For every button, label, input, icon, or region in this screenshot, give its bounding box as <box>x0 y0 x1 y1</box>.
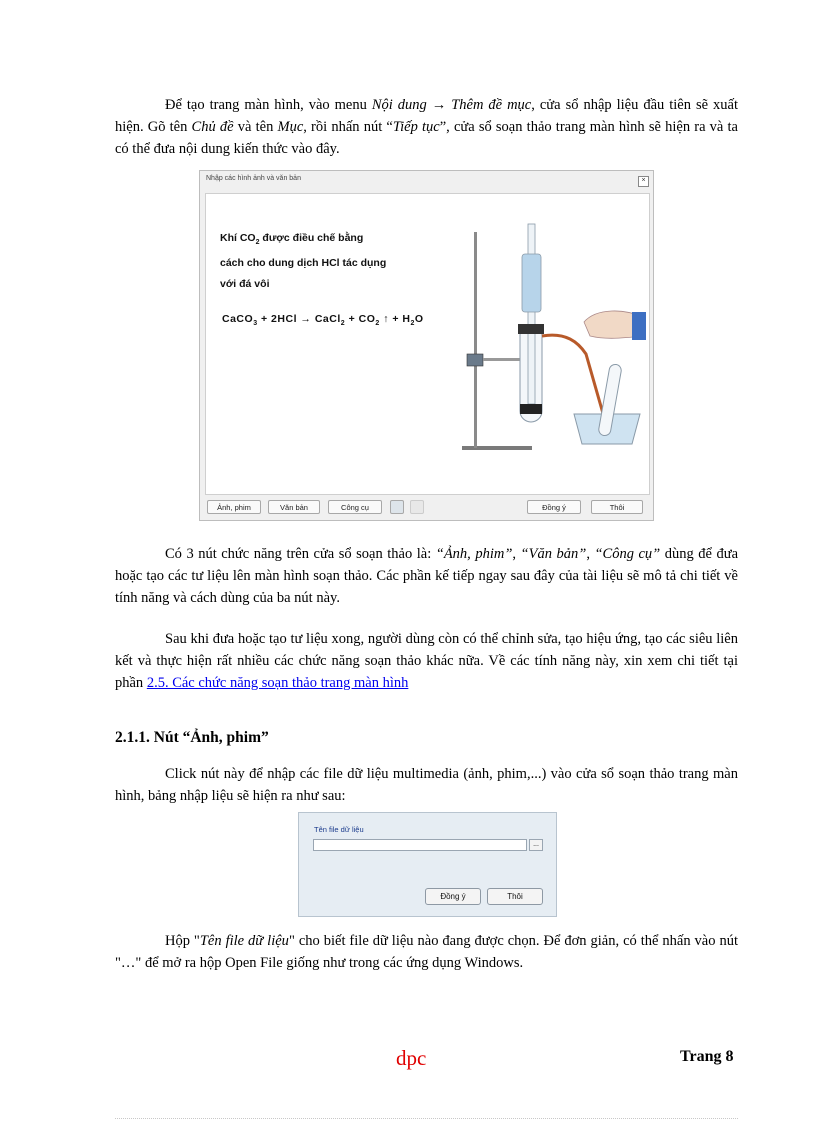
data-file-label: Tên file dữ liệu <box>314 825 364 834</box>
eq-sub-d: 2 <box>410 320 415 328</box>
p5-text: Hộp " <box>165 933 200 949</box>
p2-sep-1: , <box>512 546 521 562</box>
page-number: Trang 8 <box>680 1048 734 1065</box>
browse-button[interactable]: ... <box>529 839 543 851</box>
intro-text-5: ”, cửa sổ soạn thảo trang màn hình sẽ hiện ra và ta có thể đưa nội dung kiến thức vào đây. <box>115 119 738 157</box>
eq-sub-a: 3 <box>253 320 258 328</box>
intro-text-2: , cửa sổ nhập liệu đầu tiên sẽ xuất hiện. Gõ tên <box>115 97 739 135</box>
editing-paragraph <box>115 628 738 694</box>
chem-line-1b: được điều chế bằng <box>259 232 364 244</box>
sleeve-icon <box>632 312 646 340</box>
chem-line-1: Khí CO <box>220 232 256 244</box>
tools-button[interactable]: Công cụ <box>328 500 382 514</box>
close-icon[interactable]: × <box>638 176 649 187</box>
field-paragraph <box>115 930 738 974</box>
eq-part-e: O <box>414 313 424 325</box>
editor-window-figure <box>199 170 654 521</box>
term-text: “Văn bản” <box>520 546 587 562</box>
term-media: “Ảnh, phim” <box>435 546 513 562</box>
intro-text-3: và tên <box>233 119 278 135</box>
intro-paragraph <box>115 94 738 160</box>
disabled-tool-icon <box>410 500 424 514</box>
data-file-dialog <box>298 812 557 917</box>
menu-path: Nội dung → Thêm đề mục <box>371 97 532 113</box>
media-button-paragraph <box>115 763 738 807</box>
dialog-ok-button[interactable]: Đồng ý <box>425 888 481 905</box>
field-term: Tên file dữ liệu <box>199 933 289 949</box>
p2-sep-2: , <box>586 546 595 562</box>
editor-window-title: Nhập các hình ảnh và văn bản <box>206 175 301 182</box>
p3-text: Sau khi đưa hoặc tạo tư liệu xong, người dùng còn có thể chỉnh sửa, tạo hiệu ứng, tạo các siêu liên kết và thực hiện rất nhiều các chức năng soạn thảo khác nữa. Về các tính năng này, xin xem chi tiết tại phần <box>115 631 738 691</box>
funnel-liquid <box>522 254 541 312</box>
intro-text: Để tạo trang màn hình, vào menu <box>165 97 372 113</box>
stand-rod <box>474 232 477 448</box>
cancel-button[interactable]: Thôi <box>591 500 643 514</box>
eq-part-b: + 2HCl → CaCl <box>257 313 341 325</box>
media-button[interactable]: Ảnh, phim <box>207 500 261 514</box>
term-tools: “Công cụ” <box>594 546 661 562</box>
stopper-icon <box>518 324 544 334</box>
topic-term: Chủ đề <box>191 119 234 135</box>
clamp-icon <box>467 354 483 366</box>
chem-line-3: với đá vôi <box>220 278 270 291</box>
cursor-tool-icon[interactable] <box>390 500 404 514</box>
footer-divider <box>115 1118 738 1119</box>
p2-text-2: dùng để đưa hoặc tạo các tư liệu lên màn hình soạn thảo. Các phần kế tiếp ngay sau đây của tài liệu sẽ mô tả chi tiết về tính năng và cách dùng của ba nút này. <box>115 546 739 606</box>
marble-chips <box>520 404 542 414</box>
p5-text-2: " cho biết file dữ liệu nào đang được chọn. Để đơn giản, có thể nhấn vào nút "…" để mở ra hộp Open File giống như trong các ứng dụng Windows. <box>115 933 738 971</box>
text-button[interactable]: Văn bản <box>268 500 320 514</box>
delivery-tube <box>542 335 606 424</box>
eq-sub-b: 2 <box>340 320 346 328</box>
continue-term: Tiếp tục <box>392 119 440 135</box>
section-heading: 2.1.1. Nút “Ảnh, phim” <box>115 729 269 746</box>
footer-mark: dpc <box>396 1046 427 1070</box>
chem-subscript: 2 <box>255 239 260 247</box>
editor-canvas[interactable] <box>205 193 650 495</box>
lab-apparatus-illustration <box>456 204 646 456</box>
p4-text: Click nút này để nhập các file dữ liệu multimedia (ảnh, phim,...) vào cửa sổ soạn thảo trang màn hình, bảng nhập liệu sẽ hiện ra như sau: <box>115 766 738 804</box>
dialog-cancel-button[interactable]: Thôi <box>487 888 543 905</box>
buttons-paragraph <box>115 543 738 609</box>
chem-line-2: cách cho dung dịch HCl tác dụng <box>220 257 387 270</box>
funnel-tube <box>528 224 535 404</box>
p2-text: Có 3 nút chức năng trên cửa sổ soạn thảo là: <box>165 546 436 562</box>
item-term: Mục <box>277 119 304 135</box>
chem-description <box>220 228 386 295</box>
chemical-equation <box>222 313 424 327</box>
stand-base <box>462 446 532 450</box>
eq-part-c: + CO <box>345 313 376 325</box>
section-2-5-link[interactable]: 2.5. Các chức năng soạn thảo trang màn hình <box>146 675 409 691</box>
eq-sub-c: 2 <box>375 320 380 328</box>
ok-button[interactable]: Đồng ý <box>527 500 581 514</box>
eq-part-d: ↑ + H <box>379 313 411 325</box>
eq-part-a: CaCO <box>222 313 254 325</box>
intro-text-4: , rồi nhấn nút “ <box>303 119 393 135</box>
data-file-input[interactable] <box>313 839 527 851</box>
